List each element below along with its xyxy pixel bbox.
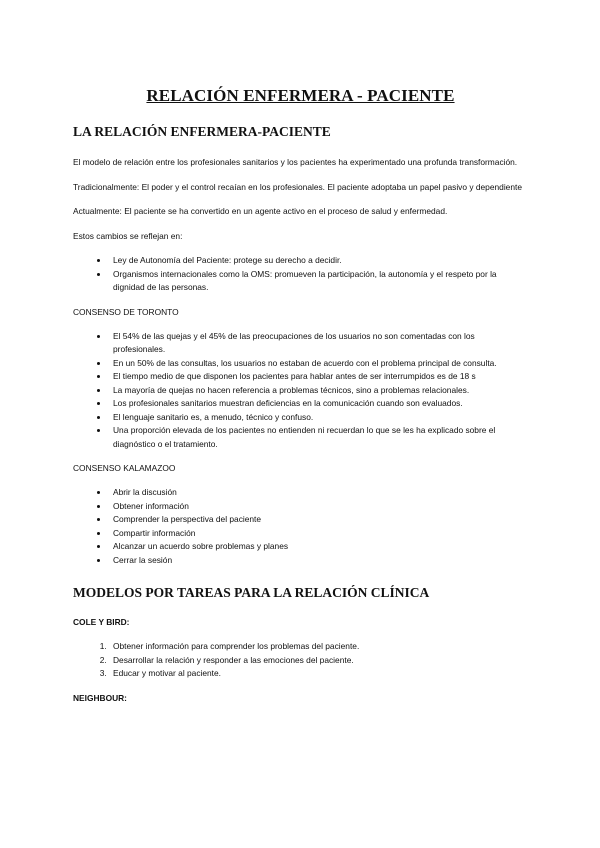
list-item: • Cerrar la sesión — [109, 554, 528, 568]
list-item: • Los profesionales sanitarios muestran deficiencias en la comunicación cuando son evaluados. — [109, 397, 528, 411]
paragraph-cambios: Estos cambios se reflejan en: — [73, 230, 183, 241]
section-heading-relacion: LA RELACIÓN ENFERMERA-PACIENTE — [73, 124, 331, 139]
list-item: • El lenguaje sanitario es, a menudo, técnico y confuso. — [109, 411, 528, 425]
list-item: 2. Desarrollar la relación y responder a las emociones del paciente. — [109, 654, 528, 668]
label-cole-bird: COLE Y BIRD: — [73, 617, 130, 627]
list-item: • Una proporción elevada de los pacientes no entienden ni recuerdan lo que se les ha explicado sobre el diagnóstico o el tratamiento. — [109, 424, 528, 451]
document-title: RELACIÓN ENFERMERA - PACIENTE — [146, 86, 455, 105]
list-item: • Abrir la discusión — [109, 486, 528, 500]
section-heading-modelos: MODELOS POR TAREAS PARA LA RELACIÓN CLÍNICA — [73, 585, 430, 600]
list-item: • En un 50% de las consultas, los usuarios no estaban de acuerdo con el problema principal de consulta. — [109, 357, 528, 371]
list-item: 3. Educar y motivar al paciente. — [109, 667, 528, 681]
list-item: • Alcanzar un acuerdo sobre problemas y planes — [109, 540, 528, 554]
label-consenso-toronto: CONSENSO DE TORONTO — [73, 306, 179, 317]
label-consenso-kalamazoo: CONSENSO KALAMAZOO — [73, 463, 176, 473]
list-item: • Organismos internacionales como la OMS: promueven la participación, la autonomía y el respeto por la dignidad de las personas. — [109, 268, 528, 295]
list-item: • Compartir información — [109, 527, 528, 541]
list-item: • La mayoría de quejas no hacen referencia a problemas técnicos, sino a problemas relacionales. — [109, 384, 528, 398]
list-item: • El tiempo medio de que disponen los pacientes para hablar antes de ser interrumpidos es de 18 s — [109, 370, 528, 384]
list-item: 1. Obtener información para comprender los problemas del paciente. — [109, 640, 528, 654]
bullet-list-kalamazoo — [73, 486, 528, 567]
paragraph-tradicionalmente: Tradicionalmente: El poder y el control recaían en los profesionales. El paciente adoptaba un papel pasivo y dependiente — [73, 181, 522, 192]
list-item: • El 54% de las quejas y el 45% de las preocupaciones de los usuarios no son comentadas con los profesionales. — [109, 330, 528, 357]
paragraph-actualmente: Actualmente: El paciente se ha convertido en un agente activo en el proceso de salud y enfermedad. — [73, 206, 448, 216]
paragraph-intro: El modelo de relación entre los profesionales sanitarios y los pacientes ha experimentado una profunda transformación. — [73, 157, 518, 167]
list-item: • Ley de Autonomía del Paciente: protege su derecho a decidir. — [109, 254, 528, 268]
bullet-list-toronto — [73, 330, 528, 452]
bullet-list-cambios — [73, 254, 528, 295]
list-item: • Comprender la perspectiva del paciente — [109, 513, 528, 527]
list-item: • Obtener información — [109, 500, 528, 514]
label-neighbour: NEIGHBOUR: — [73, 692, 127, 703]
numbered-list-cole-bird — [73, 640, 528, 681]
